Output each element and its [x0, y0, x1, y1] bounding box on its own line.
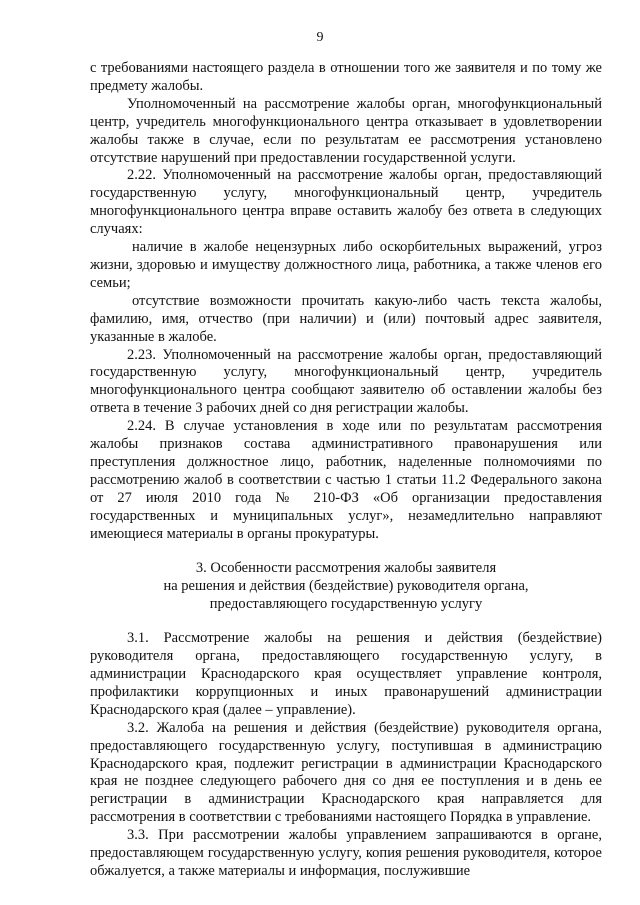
section-heading [90, 560, 602, 614]
paragraph-3-2: 3.2. Жалоба на решения и действия (бездействие) руководителя органа, предоставляющего государственную услугу, поступившая в администрацию Краснодарского края, подлежит регистрации в администрации Краснодарского края не позднее следующего рабочего дня со дня ее поступления и в день ее регистрации в администрации Краснодарского края направляется для рассмотрения в соответствии с требованиями настоящего Порядка в управление. [90, 719, 602, 826]
paragraph-2-23: 2.23. Уполномоченный на рассмотрение жалобы орган, предоставляющий государственную услугу, многофункциональный центр, учредитель многофункционального центра сообщают заявителю об оставлении жалобы без ответа в течение 3 рабочих дней со дня регистрации жалобы. [90, 346, 602, 417]
section-heading-line-1: 3. Особенности рассмотрения жалобы заявителя [195, 560, 497, 577]
paragraph-2-22: 2.22. Уполномоченный на рассмотрение жалобы орган, предоставляющий государственную услугу, многофункциональный центр, учредитель многофункционального центра вправе оставить жалобу без ответа в следующих случаях: [90, 167, 602, 238]
section-heading-line-3: предоставляющего государственную услугу [209, 596, 483, 613]
paragraph-3-3: 3.3. При рассмотрении жалобы управлением запрашиваются в органе, предоставляющем государственную услугу, копия решения руководителя, которое обжалуется, а также материалы и информация, послужившие [90, 827, 602, 879]
paragraph-3-1: 3.1. Рассмотрение жалобы на решения и действия (бездействие) руководителя органа, предоставляющего государственную услугу, в администрации Краснодарского края осуществляет управление контроля, профилактики коррупционных и иных правонарушений администрации Краснодарского края (далее – управление). [90, 630, 602, 718]
paragraph-continuation: с требованиями настоящего раздела в отношении того же заявителя и по тому же предмету жалобы. [90, 60, 602, 94]
paragraph-case-obscene: наличие в жалобе нецензурных либо оскорбительных выражений, угроз жизни, здоровью и имуществу должностного лица, работника, а также членов его семьи; [90, 239, 602, 291]
page-number: 9 [316, 30, 324, 45]
document-body [90, 60, 602, 881]
paragraph-case-unreadable: отсутствие возможности прочитать какую-либо часть текста жалобы, фамилию, имя, отчество (при наличии) и (или) почтовый адрес заявителя, указанные в жалобе. [90, 292, 602, 345]
section-heading-line-2: на решения и действия (бездействие) руководителя органа, [163, 578, 529, 595]
paragraph-2-24: 2.24. В случае установления в ходе или по результатам рассмотрения жалобы признаков состава административного правонарушения или преступления должностное лицо, работник, наделенные полномочиями по рассмотрению жалоб в соответствии с частью 1 статьи 11.2 Федерального закона от 27 июля 2010 года № 210-ФЗ «Об организации предоставления государственных и муниципальных услуг», незамедлительно направляют имеющиеся материалы в органы прокуратуры. [90, 418, 602, 542]
paragraph-refusal: Уполномоченный на рассмотрение жалобы орган, многофункциональный центр, учредитель многофункционального центра отказывает в удовлетворении жалобы также в случае, если по результатам ее рассмотрения установлено отсутствие нарушений при предоставлении государственной услуги. [90, 95, 602, 166]
